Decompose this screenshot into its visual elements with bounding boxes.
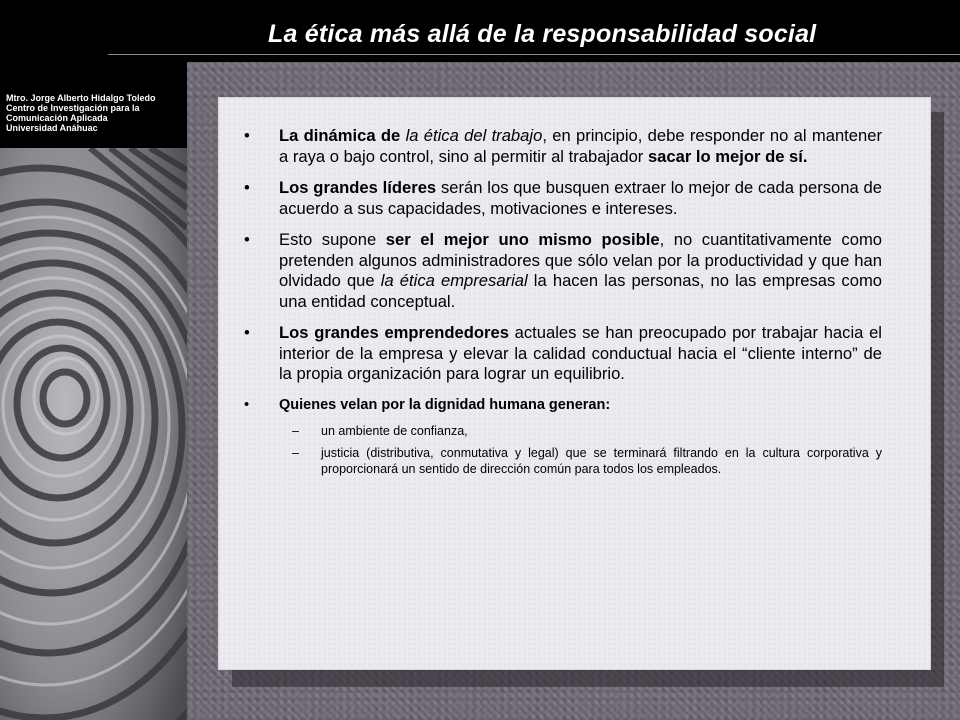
- bullet-text: la hacen las personas, no las empresas como una entidad conceptual.: [279, 271, 882, 311]
- bullet-item: [244, 396, 882, 414]
- bullet-item: [244, 126, 882, 167]
- sub-bullet-text: un ambiente de confianza,: [321, 423, 468, 438]
- title-underline: [108, 54, 960, 55]
- bullet-text: , no cuantitativamente como pretenden algunos administradores que sólo velan por la productividad y que han olvidado que: [279, 230, 882, 290]
- sub-bullet-text: justicia (distributiva, conmutativa y legal) que se terminará filtrando en la cultura corporativa y proporcionará un sentido de dirección común para todos los empleados.: [321, 446, 882, 476]
- bullet-marker: •: [244, 126, 250, 145]
- bullet-marker: •: [244, 323, 250, 342]
- bullet-text-bold: ser el mejor uno mismo posible: [385, 230, 660, 249]
- spiral-stone-image: [0, 148, 187, 720]
- bullet-text-italic: la ética del trabajo: [405, 126, 543, 145]
- bullet-marker: •: [244, 396, 250, 413]
- bullet-text-bold: Quienes velan por la dignidad humana generan:: [279, 396, 611, 413]
- bullet-marker: •: [244, 178, 250, 197]
- sub-bullet-item: [248, 424, 882, 440]
- bullet-text-bold: sacar lo mejor de sí.: [647, 146, 808, 166]
- bullet-text-italic: la ética empresarial: [380, 271, 528, 290]
- author-affiliation-1: Centro de Investigación para la: [6, 103, 140, 113]
- author-name: Mtro. Jorge Alberto Hidalgo Toledo: [6, 93, 156, 103]
- bullet-item: [244, 178, 882, 219]
- bullet-text-bold: Los grandes líderes: [279, 178, 437, 197]
- dash-marker: –: [292, 446, 299, 460]
- bullet-item: [244, 230, 882, 312]
- author-university: Universidad Anáhuac: [6, 123, 98, 133]
- bullet-item: [244, 323, 882, 385]
- author-affiliation-2: Comunicación Aplicada: [6, 113, 108, 123]
- bullet-text: , en principio, debe responder no al mantener a raya o bajo control, sino al permitir al trabajador: [279, 126, 882, 166]
- bullet-text-bold: La dinámica de: [279, 126, 406, 145]
- dash-marker: –: [292, 423, 299, 438]
- bullet-text: Esto supone: [279, 230, 386, 249]
- slide-title: La ética más allá de la responsabilidad social: [268, 20, 817, 48]
- bullet-text: serán los que busquen extraer lo mejor de cada persona de acuerdo a sus capacidades, motivaciones e intereses.: [279, 178, 882, 218]
- bullet-text: actuales se han preocupado por trabajar hacia el interior de la empresa y elevar la calidad conductual hacia el “cliente interno” de la propia organización para lograr un equilibrio.: [279, 323, 882, 383]
- author-block: [6, 93, 184, 133]
- bullet-text-bold: Los grandes emprendedores: [279, 323, 509, 342]
- sub-bullet-item: [248, 446, 882, 477]
- bullet-list: [244, 126, 882, 484]
- bullet-marker: •: [244, 230, 250, 249]
- spiral-stone-graphic: [0, 148, 187, 720]
